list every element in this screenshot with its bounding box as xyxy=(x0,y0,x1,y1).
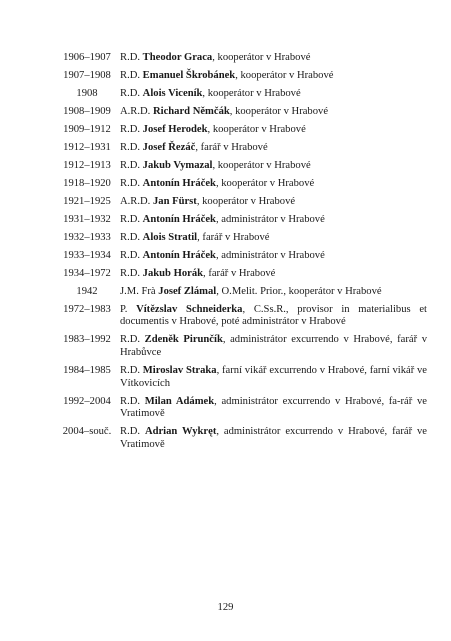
entry-title-prefix: R.D. xyxy=(120,334,145,346)
entry-text xyxy=(120,70,427,83)
entry-title-prefix: R.D. xyxy=(120,249,143,261)
entry-years: 1942 xyxy=(76,285,98,297)
entry-text xyxy=(120,365,427,390)
entry-text xyxy=(120,268,427,281)
entry-role: , farář v Hrabové xyxy=(197,231,270,243)
entry-years: 1906–1907 xyxy=(63,52,111,63)
entry-text xyxy=(120,52,427,65)
entry-title-prefix: P. xyxy=(120,303,137,315)
clergy-list xyxy=(54,52,427,457)
list-item xyxy=(54,396,427,421)
entry-years: 1908 xyxy=(76,87,98,99)
entry-text xyxy=(120,106,427,119)
list-item xyxy=(54,286,427,299)
entry-name: Josef Zlámal xyxy=(158,285,217,297)
entry-role: , kooperátor v Hrabové xyxy=(212,159,311,171)
list-item xyxy=(54,160,427,173)
entry-years: 1932–1933 xyxy=(63,231,111,243)
entry-name: Adrian Wykręt xyxy=(144,426,217,438)
entry-years: 1934–1972 xyxy=(63,267,111,279)
entry-years: 1921–1925 xyxy=(63,195,111,207)
list-item xyxy=(54,142,427,155)
entry-title-prefix: R.D. xyxy=(120,123,143,135)
entry-title-prefix: R.D. xyxy=(120,87,143,99)
entry-role: , administrátor v Hrabové xyxy=(215,213,325,225)
entry-title-prefix: A.R.D. xyxy=(120,105,153,117)
entry-role: , farní vikář excurrendo v Hrabové, farní vikář ve Vítkovicích xyxy=(120,364,427,389)
entry-title-prefix: R.D. xyxy=(120,395,145,407)
entry-text xyxy=(120,426,427,451)
entry-text xyxy=(120,142,427,155)
entry-role: , kooperátor v Hrabové xyxy=(202,87,301,99)
page-number: 129 xyxy=(217,602,234,613)
entry-name: Jan Fürst xyxy=(152,195,197,207)
entry-role: , farář v Hrabové xyxy=(203,267,276,279)
entry-text xyxy=(120,124,427,137)
entry-text xyxy=(120,160,427,173)
list-item xyxy=(54,124,427,137)
entry-name: Jakub Horák xyxy=(142,267,204,279)
entry-name: Vítězslav Schneiderka xyxy=(136,303,243,315)
entry-title-prefix: R.D. xyxy=(120,213,143,225)
entry-text xyxy=(120,88,427,101)
entry-role: , administrátor v Hrabové xyxy=(215,249,325,261)
entry-text xyxy=(120,178,427,191)
list-item xyxy=(54,304,427,329)
list-item xyxy=(54,88,427,101)
list-item xyxy=(54,232,427,245)
entry-role: , O.Melit. Prior., kooperátor v Hrabové xyxy=(216,285,382,297)
entry-text xyxy=(120,196,427,209)
entry-years: 1992–2004 xyxy=(63,395,111,407)
entry-name: Richard Němčák xyxy=(152,105,230,117)
entry-text xyxy=(120,250,427,263)
entry-role: , kooperátor v Hrabové xyxy=(215,177,315,189)
entry-title-prefix: R.D. xyxy=(120,52,143,63)
entry-title-prefix: R.D. xyxy=(120,69,143,81)
entry-role: , administrátor excurrendo v Hrabové, farář v Hrabůvce xyxy=(120,334,428,358)
entry-role: , administrátor excurrendo v Hrabové, fa-rář ve Vratimově xyxy=(120,395,427,420)
entry-name: Josef Herodek xyxy=(142,123,208,135)
entry-text xyxy=(120,304,427,329)
entry-name: Antonín Hráček xyxy=(142,177,216,189)
entry-role: , administrátor excurrendo v Hrabové, farář ve Vratimově xyxy=(120,426,428,450)
entry-title-prefix: J.M. Frà xyxy=(120,285,159,297)
entry-name: Antonín Hráček xyxy=(142,249,216,261)
entry-title-prefix: A.R.D. xyxy=(120,195,153,207)
list-item xyxy=(54,365,427,390)
entry-text xyxy=(120,334,427,359)
entry-title-prefix: R.D. xyxy=(120,231,143,243)
list-item xyxy=(54,70,427,83)
entry-name: Jakub Vymazal xyxy=(142,159,213,171)
list-item xyxy=(54,106,427,119)
entry-years: 1908–1909 xyxy=(63,105,111,117)
entry-years: 1983–1992 xyxy=(63,334,111,346)
entry-name: Emanuel Škrobánek xyxy=(142,69,236,81)
list-item xyxy=(54,426,427,451)
entry-title-prefix: R.D. xyxy=(120,267,143,279)
entry-role: , kooperátor v Hrabové xyxy=(212,52,311,63)
entry-text xyxy=(120,214,427,227)
entry-title-prefix: R.D. xyxy=(120,426,145,438)
entry-name: Alois Stratil xyxy=(142,231,198,243)
list-item xyxy=(54,52,427,65)
entry-name: Theodor Graca xyxy=(142,52,213,63)
entry-years: 1909–1912 xyxy=(63,123,111,135)
list-item xyxy=(54,178,427,191)
entry-years: 1918–1920 xyxy=(63,177,111,189)
entry-role: , farář v Hrabové xyxy=(195,141,268,153)
entry-title-prefix: R.D. xyxy=(120,364,143,376)
entry-name: Josef Řezáč xyxy=(142,141,196,153)
entry-text xyxy=(120,286,427,299)
entry-name: Miroslav Straka xyxy=(142,364,217,376)
entry-text xyxy=(120,396,427,421)
list-item xyxy=(54,214,427,227)
entry-years: 1984–1985 xyxy=(63,364,111,376)
entry-years: 1933–1934 xyxy=(63,249,111,261)
entry-role: , C.Ss.R., provisor in materialibus et documentis v Hrabové, poté administrátor v Hrabové xyxy=(120,303,427,328)
entry-role: , kooperátor v Hrabové xyxy=(207,123,306,135)
entry-name: Milan Adámek xyxy=(144,395,215,407)
list-item xyxy=(54,250,427,263)
entry-years: 1907–1908 xyxy=(63,69,111,81)
entry-name: Zdeněk Pirunčík xyxy=(144,334,223,346)
entry-name: Alois Viceník xyxy=(142,87,203,99)
entry-years: 1912–1931 xyxy=(63,141,111,153)
entry-text xyxy=(120,232,427,245)
entry-years: 1912–1913 xyxy=(63,159,111,171)
entry-title-prefix: R.D. xyxy=(120,159,143,171)
entry-role: , kooperátor v Hrabové xyxy=(229,105,329,117)
list-item xyxy=(54,196,427,209)
entry-role: , kooperátor v Hrabové xyxy=(196,195,296,207)
entry-title-prefix: R.D. xyxy=(120,177,143,189)
entry-years: 1972–1983 xyxy=(63,303,111,315)
entry-title-prefix: R.D. xyxy=(120,141,143,153)
entry-name: Antonín Hráček xyxy=(142,213,216,225)
entry-role: , kooperátor v Hrabové xyxy=(235,69,334,81)
entry-years: 1931–1932 xyxy=(63,213,111,225)
entry-years: 2004–souč. xyxy=(62,426,112,438)
list-item xyxy=(54,268,427,281)
list-item xyxy=(54,334,427,359)
